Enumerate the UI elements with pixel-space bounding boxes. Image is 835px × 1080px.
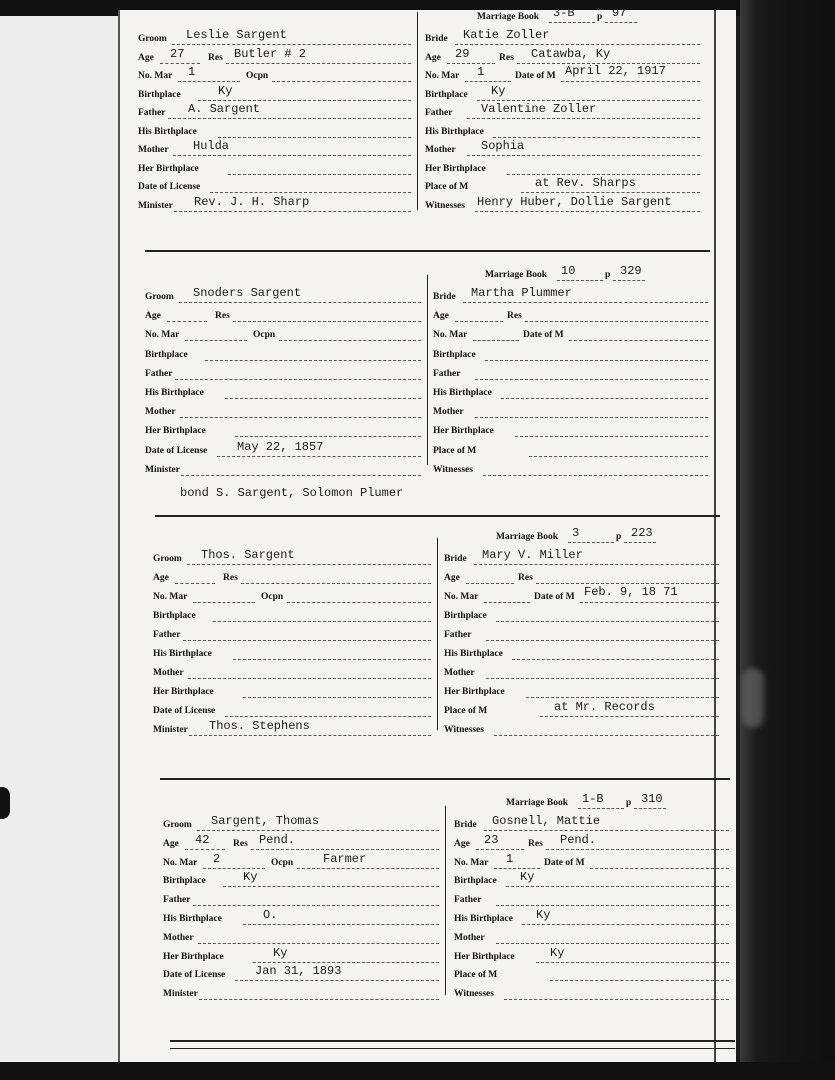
bride-his-birthplace-label: His Birthplace <box>444 649 503 659</box>
bride-label: Bride <box>433 292 456 302</box>
bride-line <box>463 302 708 303</box>
groom-res-label: Res <box>208 52 223 63</box>
page-line <box>605 22 637 23</box>
bride-date-of-m: April 22, 1917 <box>565 64 666 78</box>
bride-mother-label: Mother <box>425 145 456 155</box>
bride-her-birthplace-label: Her Birthplace <box>425 163 486 174</box>
sheet-bottom-rule-2 <box>170 1048 735 1049</box>
groom-his-birthplace-line <box>233 659 431 660</box>
bride-mother: Sophia <box>481 139 525 153</box>
marriage-book-number: 10 <box>561 264 576 278</box>
bride-date-of-m-line <box>569 340 708 341</box>
groom-mother-label: Mother <box>145 407 176 418</box>
bride-no-mar: 1 <box>477 65 485 79</box>
bride-his-birthplace-label: His Birthplace <box>425 126 484 137</box>
groom-date-of-license-label: Date of License <box>153 706 216 716</box>
bride-res-label: Res <box>507 311 522 322</box>
page-number: 97 <box>612 6 627 20</box>
bride-his-birthplace-label: His Birthplace <box>433 388 492 398</box>
groom-her-birthplace-line <box>235 436 421 437</box>
bride-age: 29 <box>455 46 470 61</box>
groom-her-birthplace-label: Her Birthplace <box>163 951 224 962</box>
film-smudge <box>742 668 764 728</box>
page-label: p <box>605 270 611 280</box>
page-number: 310 <box>641 792 663 806</box>
groom-birthplace-line <box>205 360 421 361</box>
bride-witnesses-line <box>475 211 700 212</box>
groom-minister-label: Minister <box>138 200 173 211</box>
bride-label: Bride <box>444 554 467 564</box>
groom-father-line <box>193 905 439 906</box>
bride-birthplace-line <box>485 360 708 361</box>
groom-name: Leslie Sargent <box>186 28 287 42</box>
groom-father: A. Sargent <box>188 102 261 116</box>
bride-her-birthplace-label: Her Birthplace <box>444 687 505 697</box>
record-separator <box>155 515 720 517</box>
bride-birthplace-label: Birthplace <box>444 611 487 621</box>
record-column-divider <box>437 538 438 730</box>
groom-minister-line <box>189 735 431 736</box>
bride-birthplace-line <box>506 886 729 887</box>
groom-date-of-license-label: Date of License <box>138 182 201 192</box>
groom-minister-line <box>174 211 411 212</box>
bride-his-birthplace: Ky <box>536 908 551 922</box>
film-margin-right <box>740 0 835 1080</box>
groom-no-mar: 2 <box>213 851 221 866</box>
groom-no-mar-label: No. Mar <box>145 330 180 341</box>
record-column-divider <box>445 806 446 995</box>
groom-age-label: Age <box>138 52 154 63</box>
groom-name: Sargent, Thomas <box>211 814 320 828</box>
groom-line <box>179 302 421 303</box>
bride-no-mar-label: No. Mar <box>454 857 489 868</box>
record-column-divider <box>427 275 428 465</box>
bride-birthplace-label: Birthplace <box>425 89 468 100</box>
groom-her-birthplace: Ky <box>273 945 288 960</box>
page-number: 329 <box>620 264 642 278</box>
bride-res-line <box>546 849 729 850</box>
groom-his-birthplace-label: His Birthplace <box>163 914 222 924</box>
groom-minister: Thos. Stephens <box>209 719 310 733</box>
groom-age-line <box>185 849 225 850</box>
groom-line <box>172 44 411 45</box>
groom-birthplace-line <box>213 621 431 622</box>
marriage-book-line <box>557 280 603 281</box>
bride-his-birthplace-line <box>512 659 719 660</box>
groom-label: Groom <box>163 820 192 830</box>
groom-her-birthplace-label: Her Birthplace <box>153 687 214 697</box>
groom-label: Groom <box>145 292 174 302</box>
page-number: 223 <box>631 526 653 540</box>
bride-res-line <box>536 583 719 584</box>
groom-mother-line <box>180 417 421 418</box>
groom-father-line <box>175 379 421 380</box>
groom-his-birthplace-line <box>225 398 421 399</box>
groom-age-label: Age <box>153 573 169 583</box>
bride-mother-line <box>496 943 729 944</box>
groom-birthplace-line <box>223 886 439 887</box>
groom-birthplace: Ky <box>218 83 233 98</box>
record-note: bond S. Sargent, Solomon Plumer <box>180 486 404 500</box>
bride-line <box>474 564 719 565</box>
groom-name: Snoders Sargent <box>193 286 302 300</box>
groom-mother-label: Mother <box>153 668 184 678</box>
groom-birthplace-label: Birthplace <box>145 349 188 360</box>
bride-name: Martha Plummer <box>471 286 572 300</box>
groom-father-label: Father <box>138 108 166 118</box>
bride-father-line <box>467 118 700 119</box>
sheet-edge-right <box>714 10 716 1062</box>
marriage-book-label: Marriage Book <box>496 532 559 542</box>
marriage-book-line <box>578 808 624 809</box>
groom-date-of-license-label: Date of License <box>163 970 226 981</box>
bride-name: Katie Zoller <box>463 28 550 42</box>
record-column-divider <box>417 12 418 210</box>
bride-her-birthplace-line <box>515 436 708 437</box>
groom-ocpn-label: Ocpn <box>253 330 276 341</box>
bride-no-mar-line <box>494 868 540 869</box>
bride-no-mar-line <box>473 340 519 341</box>
groom-his-birthplace-label: His Birthplace <box>138 126 197 137</box>
groom-no-mar-line <box>185 340 247 341</box>
groom-minister-line <box>199 999 439 1000</box>
bride-no-mar-label: No. Mar <box>444 592 479 602</box>
bride-place-of-m-label: Place of M <box>433 445 477 456</box>
bride-father-label: Father <box>425 108 453 118</box>
bride-date-of-m-label: Date of M <box>544 857 585 868</box>
page-label: p <box>616 532 622 542</box>
bride-place-of-m-line <box>529 456 708 457</box>
groom-ocpn-label: Ocpn <box>246 71 269 81</box>
sheet-edge-left <box>118 10 120 1062</box>
groom-label: Groom <box>138 34 167 44</box>
groom-father-label: Father <box>163 895 191 906</box>
groom-age-label: Age <box>163 838 179 849</box>
groom-no-mar-label: No. Mar <box>163 857 198 868</box>
groom-father-line <box>183 640 431 641</box>
groom-mother-label: Mother <box>138 145 169 155</box>
bride-line <box>455 44 700 45</box>
bride-mother-label: Mother <box>454 932 485 943</box>
groom-age: 27 <box>170 46 185 61</box>
bride-no-mar: 1 <box>506 851 514 866</box>
page-label: p <box>597 12 603 22</box>
film-edge-bottom <box>0 1062 835 1080</box>
bride-birthplace-line <box>496 621 719 622</box>
bride-age: 23 <box>484 832 499 847</box>
groom-minister-label: Minister <box>153 725 188 735</box>
groom-minister-line <box>181 475 421 476</box>
bride-res-line <box>525 321 708 322</box>
bride-age-line <box>455 321 503 322</box>
groom-res-label: Res <box>223 573 238 583</box>
groom-line <box>197 830 439 831</box>
bride-place-of-m-line <box>550 980 729 981</box>
marriage-book-line <box>549 22 595 23</box>
bride-witnesses-line <box>494 735 719 736</box>
groom-res: Pend. <box>259 832 296 847</box>
bride-witnesses-line <box>504 999 729 1000</box>
bride-no-mar-line <box>484 602 530 603</box>
groom-line <box>187 564 431 565</box>
groom-res-line <box>233 321 421 322</box>
bride-age-label: Age <box>425 52 441 63</box>
bride-res-label: Res <box>518 573 533 583</box>
bride-date-of-m: Feb. 9, 18 71 <box>584 585 678 599</box>
groom-ocpn-line <box>297 868 439 869</box>
bride-place-of-m-label: Place of M <box>425 182 469 192</box>
groom-ocpn-line <box>272 81 411 82</box>
bride-age-label: Age <box>433 311 449 322</box>
bride-father-line <box>486 640 719 641</box>
groom-minister: Rev. J. H. Sharp <box>194 194 310 209</box>
groom-no-mar-line <box>178 81 240 82</box>
groom-birthplace: Ky <box>243 870 258 885</box>
bride-date-of-m-line <box>580 602 719 603</box>
bride-his-birthplace-line <box>493 137 700 138</box>
groom-her-birthplace-line <box>253 962 439 963</box>
groom-her-birthplace-line <box>243 697 431 698</box>
groom-res-label: Res <box>215 311 230 322</box>
groom-age-line <box>160 63 200 64</box>
bride-her-birthplace-line <box>536 962 729 963</box>
bride-line <box>484 830 729 831</box>
groom-minister-label: Minister <box>145 464 180 475</box>
groom-birthplace-label: Birthplace <box>138 89 181 100</box>
record-separator <box>160 778 730 780</box>
groom-his-birthplace-line <box>218 137 411 138</box>
groom-birthplace-label: Birthplace <box>153 611 196 621</box>
bride-res: Pend. <box>560 832 597 847</box>
bride-mother-label: Mother <box>444 668 475 678</box>
bride-birthplace: Ky <box>520 870 535 885</box>
groom-age-line <box>167 321 207 322</box>
groom-his-birthplace-line <box>243 924 439 925</box>
bride-place-of-m-line <box>540 716 719 717</box>
bride-witnesses-label: Witnesses <box>433 464 473 475</box>
groom-birthplace-label: Birthplace <box>163 876 206 887</box>
bride-father-label: Father <box>454 895 482 906</box>
groom-res-line <box>251 849 439 850</box>
bride-witnesses-label: Witnesses <box>454 989 494 1000</box>
groom-no-mar-line <box>203 868 265 869</box>
bride-birthplace-line <box>477 100 700 101</box>
bride-father-label: Father <box>433 368 461 379</box>
marriage-book-label: Marriage Book <box>485 270 548 280</box>
bride-birthplace: Ky <box>491 83 506 98</box>
bride-her-birthplace-line <box>526 697 719 698</box>
bride-date-of-m-line <box>561 81 700 82</box>
bride-mother-line <box>475 417 708 418</box>
groom-date-of-license-line <box>217 456 421 457</box>
record-separator <box>145 250 710 252</box>
sheet-bottom-rule <box>170 1040 735 1042</box>
bride-res: Catawba, Ky <box>531 46 611 61</box>
bride-his-birthplace-line <box>522 924 729 925</box>
marriage-book-line <box>568 542 614 543</box>
bride-age-label: Age <box>444 573 460 583</box>
bride-her-birthplace-label: Her Birthplace <box>454 951 515 962</box>
groom-date-of-license-line <box>235 980 439 981</box>
groom-res-line <box>241 583 431 584</box>
film-margin-left <box>0 0 118 1080</box>
groom-her-birthplace-line <box>228 174 411 175</box>
marriage-book-label: Marriage Book <box>506 798 569 808</box>
page-label: p <box>626 798 632 808</box>
groom-ocpn-label: Ocpn <box>271 857 294 868</box>
groom-minister-label: Minister <box>163 989 198 1000</box>
groom-mother: Hulda <box>193 139 230 153</box>
groom-ocpn-line <box>287 602 431 603</box>
bride-mother-line <box>467 155 700 156</box>
page-line <box>634 808 666 809</box>
bride-date-of-m-label: Date of M <box>515 71 556 81</box>
bride-res-label: Res <box>499 52 514 63</box>
bride-his-birthplace-label: His Birthplace <box>454 914 513 924</box>
groom-mother-line <box>173 155 411 156</box>
bride-her-birthplace-label: Her Birthplace <box>433 426 494 437</box>
marriage-book-label: Marriage Book <box>477 12 540 22</box>
bride-age-line <box>447 63 495 64</box>
bride-her-birthplace: Ky <box>550 945 565 960</box>
groom-mother-line <box>198 943 439 944</box>
page-line <box>624 542 656 543</box>
marriage-book-number: 3 <box>572 526 580 540</box>
groom-age-line <box>175 583 215 584</box>
bride-res-label: Res <box>528 838 543 849</box>
groom-res-line <box>226 63 411 64</box>
bride-date-of-m-line <box>590 868 729 869</box>
bride-birthplace-label: Birthplace <box>454 876 497 887</box>
groom-ocpn-line <box>279 340 421 341</box>
bride-place-of-m-line <box>521 192 700 193</box>
groom-name: Thos. Sargent <box>201 548 295 562</box>
marriage-book-number: 3-B <box>553 6 575 20</box>
marriage-book-number: 1-B <box>582 792 604 806</box>
bride-age-label: Age <box>454 838 470 849</box>
bride-witnesses: Henry Huber, Dollie Sargent <box>477 194 672 209</box>
groom-date-of-license-label: Date of License <box>145 445 208 456</box>
groom-no-mar-line <box>193 602 255 603</box>
groom-age-label: Age <box>145 311 161 322</box>
groom-father-line <box>168 118 411 119</box>
bride-father-label: Father <box>444 630 472 640</box>
bride-witnesses-line <box>483 475 708 476</box>
groom-date-of-license: Jan 31, 1893 <box>255 964 342 979</box>
bride-name: Gosnell, Mattie <box>492 814 601 828</box>
bride-place-of-m-label: Place of M <box>454 970 498 981</box>
groom-ocpn: Farmer <box>323 851 367 866</box>
bride-father-line <box>496 905 729 906</box>
groom-his-birthplace-label: His Birthplace <box>153 649 212 659</box>
groom-date-of-license-line <box>225 716 431 717</box>
groom-no-mar-label: No. Mar <box>138 71 173 81</box>
bride-mother-label: Mother <box>433 407 464 418</box>
bride-name: Mary V. Miller <box>482 548 583 562</box>
bride-date-of-m-label: Date of M <box>523 330 564 341</box>
groom-her-birthplace-label: Her Birthplace <box>145 426 206 437</box>
groom-res: Butler # 2 <box>234 46 307 61</box>
groom-father-label: Father <box>145 368 173 379</box>
bride-label: Bride <box>454 820 477 830</box>
bride-age-line <box>476 849 524 850</box>
bride-age-line <box>466 583 514 584</box>
groom-father-label: Father <box>153 630 181 640</box>
bride-witnesses-label: Witnesses <box>425 200 465 211</box>
groom-no-mar-label: No. Mar <box>153 592 188 602</box>
film-sprocket-mark <box>0 787 10 819</box>
groom-birthplace-line <box>198 100 411 101</box>
bride-no-mar-line <box>465 81 511 82</box>
page-line <box>613 280 645 281</box>
bride-her-birthplace-line <box>507 174 700 175</box>
bride-his-birthplace-line <box>501 398 708 399</box>
bride-no-mar-label: No. Mar <box>433 330 468 341</box>
bride-place-of-m: at Rev. Sharps <box>535 176 636 190</box>
bride-mother-line <box>486 678 719 679</box>
bride-place-of-m: at Mr. Records <box>554 700 655 714</box>
groom-ocpn-label: Ocpn <box>261 592 284 602</box>
groom-age: 42 <box>195 832 210 847</box>
groom-her-birthplace-label: Her Birthplace <box>138 163 199 174</box>
bride-date-of-m-label: Date of M <box>534 592 575 602</box>
groom-mother-line <box>188 678 431 679</box>
bride-birthplace-label: Birthplace <box>433 349 476 360</box>
groom-date-of-license: May 22, 1857 <box>237 439 324 454</box>
bride-place-of-m-label: Place of M <box>444 706 488 716</box>
bride-father-line <box>475 379 708 380</box>
bride-label: Bride <box>425 34 448 44</box>
bride-witnesses-label: Witnesses <box>444 725 484 735</box>
bride-father: Valentine Zoller <box>481 102 597 116</box>
groom-label: Groom <box>153 554 182 564</box>
groom-mother-label: Mother <box>163 932 194 943</box>
groom-res-label: Res <box>233 838 248 849</box>
bride-no-mar-label: No. Mar <box>425 71 460 81</box>
groom-no-mar: 1 <box>188 65 196 79</box>
groom-date-of-license-line <box>210 192 411 193</box>
groom-his-birthplace-label: His Birthplace <box>145 388 204 398</box>
groom-his-birthplace: O. <box>263 908 278 922</box>
